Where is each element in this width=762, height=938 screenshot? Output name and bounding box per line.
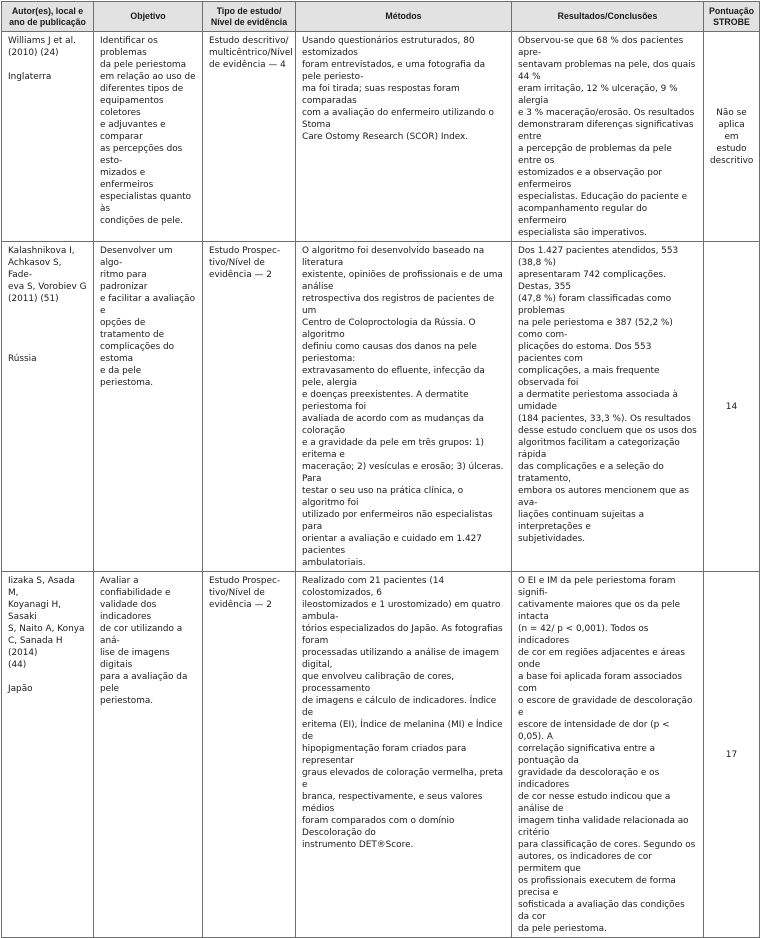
authors-text: Kalashnikova I, Achkasov S, Fade- eva S, Vorobiev G (2011) (51) xyxy=(8,246,87,304)
table-row xyxy=(2,572,760,938)
cell-study-type: Estudo Prospec- tivo/Nível de evidência — 2 xyxy=(203,572,296,938)
header-objective: Objetivo xyxy=(94,2,203,32)
cell-strobe: Não se aplica em estudo descritivo xyxy=(704,32,760,242)
cell-objective: Avaliar a confiabilidade e validade dos indicadores de cor utilizando a aná- lise de imagens digitais para a avaliação da pele periestoma. xyxy=(94,572,203,938)
header-results: Resultados/Conclusões xyxy=(512,2,704,32)
cell-study-type: Estudo Prospec- tivo/Nível de evidência — 2 xyxy=(203,242,296,572)
cell-objective: Desenvolver um algo- ritmo para padronizar e facilitar a avaliação e opções de tratamento de complicações do estoma e da pele periestoma. xyxy=(94,242,203,572)
authors-text: Williams J et al. (2010) (24) xyxy=(8,36,76,58)
cell-methods: Realizado com 21 pacientes (14 colostomizados, 6 ileostomizados e 1 urostomizado) em quatro ambula- tórios especializados do Japão. As fotografias foram processadas utilizando a análise de imagem digital, que envolveu calibração de cores, processamento de imagens e cálculo de indicadores. Índice de eritema (EI), Índice de melanina (MI) e Índice de hipopigmentação foram criados para representar graus elevados de coloração vermelha, preta e branca, respectivamente, e seus valores médios foram comparados com o domínio Descoloração do instrumento DET®Score. xyxy=(296,572,512,938)
cell-objective: Identificar os problemas da pele periestoma em relação ao uso de diferentes tipos de equipamentos coletores e adjuvantes e comparar as percepções dos esto- mizados e enfermeiros especialistas quanto às condições de pele. xyxy=(94,32,203,242)
cell-results: Observou-se que 68 % dos pacientes apre- sentavam problemas na pele, dos quais 44 % eram irritação, 12 % ulceração, 9 % alergia e 3 % maceração/erosão. Os resultados demonstraram diferenças significativas entre a percepção de problemas da pele entre os estomizados e a observação por enfermeiros especialistas. Educação do paciente e acompanhamento regular do enfermeiro especialista são imperativos. xyxy=(512,32,704,242)
header-strobe: Pontuação STROBE xyxy=(704,2,760,32)
cell-strobe: 14 xyxy=(704,242,760,572)
cell-authors xyxy=(2,572,94,938)
table-header xyxy=(2,2,760,32)
header-methods: Métodos xyxy=(296,2,512,32)
header-study-type: Tipo de estudo/ Nível de evidência xyxy=(203,2,296,32)
cell-study-type: Estudo descritivo/ multicêntrico/Nível de evidência — 4 xyxy=(203,32,296,242)
table-row xyxy=(2,242,760,572)
country-text: Rússia xyxy=(8,354,37,364)
table-body xyxy=(2,32,760,938)
country-text: Japão xyxy=(8,684,33,694)
cell-results: O EI e IM da pele periestoma foram signifi- cativamente maiores que os da pele intacta (n = 42/ p < 0,001). Todos os indicadores de cor em regiões adjacentes e áreas onde a base foi aplicada foram associados com o escore de gravidade de descoloração e escore de intensidade de dor (p < 0,05). A correlação significativa entre a pontuação da gravidade da descoloração e os indicadores de cor nesse estudo indicou que a análise de imagem tinha validade relacionada ao critério para classificação de cores. Segundo os autores, os indicadores de cor permitem que os profissionais executem de forma precisa e sofisticada a avaliação das condições da cor da pele periestoma. xyxy=(512,572,704,938)
country-text: Inglaterra xyxy=(8,72,52,82)
cell-authors xyxy=(2,242,94,572)
cell-methods: O algoritmo foi desenvolvido baseado na literatura existente, opiniões de profissionais e de uma análise retrospectiva dos registros de pacientes de um Centro de Coloproctologia da Rússia. O algoritmo definiu como causas dos danos na pele periestoma: extravasamento do efluente, infecção da pele, alergia e doenças preexistentes. A dermatite periestoma foi avaliada de acordo com as mudanças da coloração e a gravidade da pele em três grupos: 1) eritema e maceração; 2) vesículas e erosão; 3) úlceras. Para testar o seu uso na prática clínica, o algoritmo foi utilizado por enfermeiros não especialistas para orientar a avaliação e cuidado em 1.427 pacientes ambulatoriais. xyxy=(296,242,512,572)
cell-authors xyxy=(2,32,94,242)
table-row xyxy=(2,32,760,242)
header-row xyxy=(2,2,760,32)
studies-table xyxy=(1,1,760,938)
authors-text: Iizaka S, Asada M, Koyanagi H, Sasaki S, Naito A, Konya C, Sanada H (2014) (44) xyxy=(8,576,85,670)
cell-strobe: 17 xyxy=(704,572,760,938)
cell-methods: Usando questionários estruturados, 80 estomizados foram entrevistados, e uma fotografia da pele periesto- ma foi tirada; suas respostas foram comparadas com a avaliação do enfermeiro utilizando o Stoma Care Ostomy Research (SCOR) Index. xyxy=(296,32,512,242)
cell-results: Dos 1.427 pacientes atendidos, 553 (38,8 %) apresentaram 742 complicações. Destas, 355 (47,8 %) foram classificadas como problemas na pele periestoma e 387 (52,2 %) como com- plicações do estoma. Dos 553 pacientes com complicações, a mais frequente observada foi a dermatite periestoma associada à umidade (184 pacientes, 33,3 %). Os resultados desse estudo concluem que os usos dos algoritmos facilitam a categorização rápida das complicações e a seleção do tratamento, embora os autores mencionem que as ava- liações continuam sujeitas a interpretações e subjetividades. xyxy=(512,242,704,572)
header-authors: Autor(es), local e ano de publicação xyxy=(2,2,94,32)
